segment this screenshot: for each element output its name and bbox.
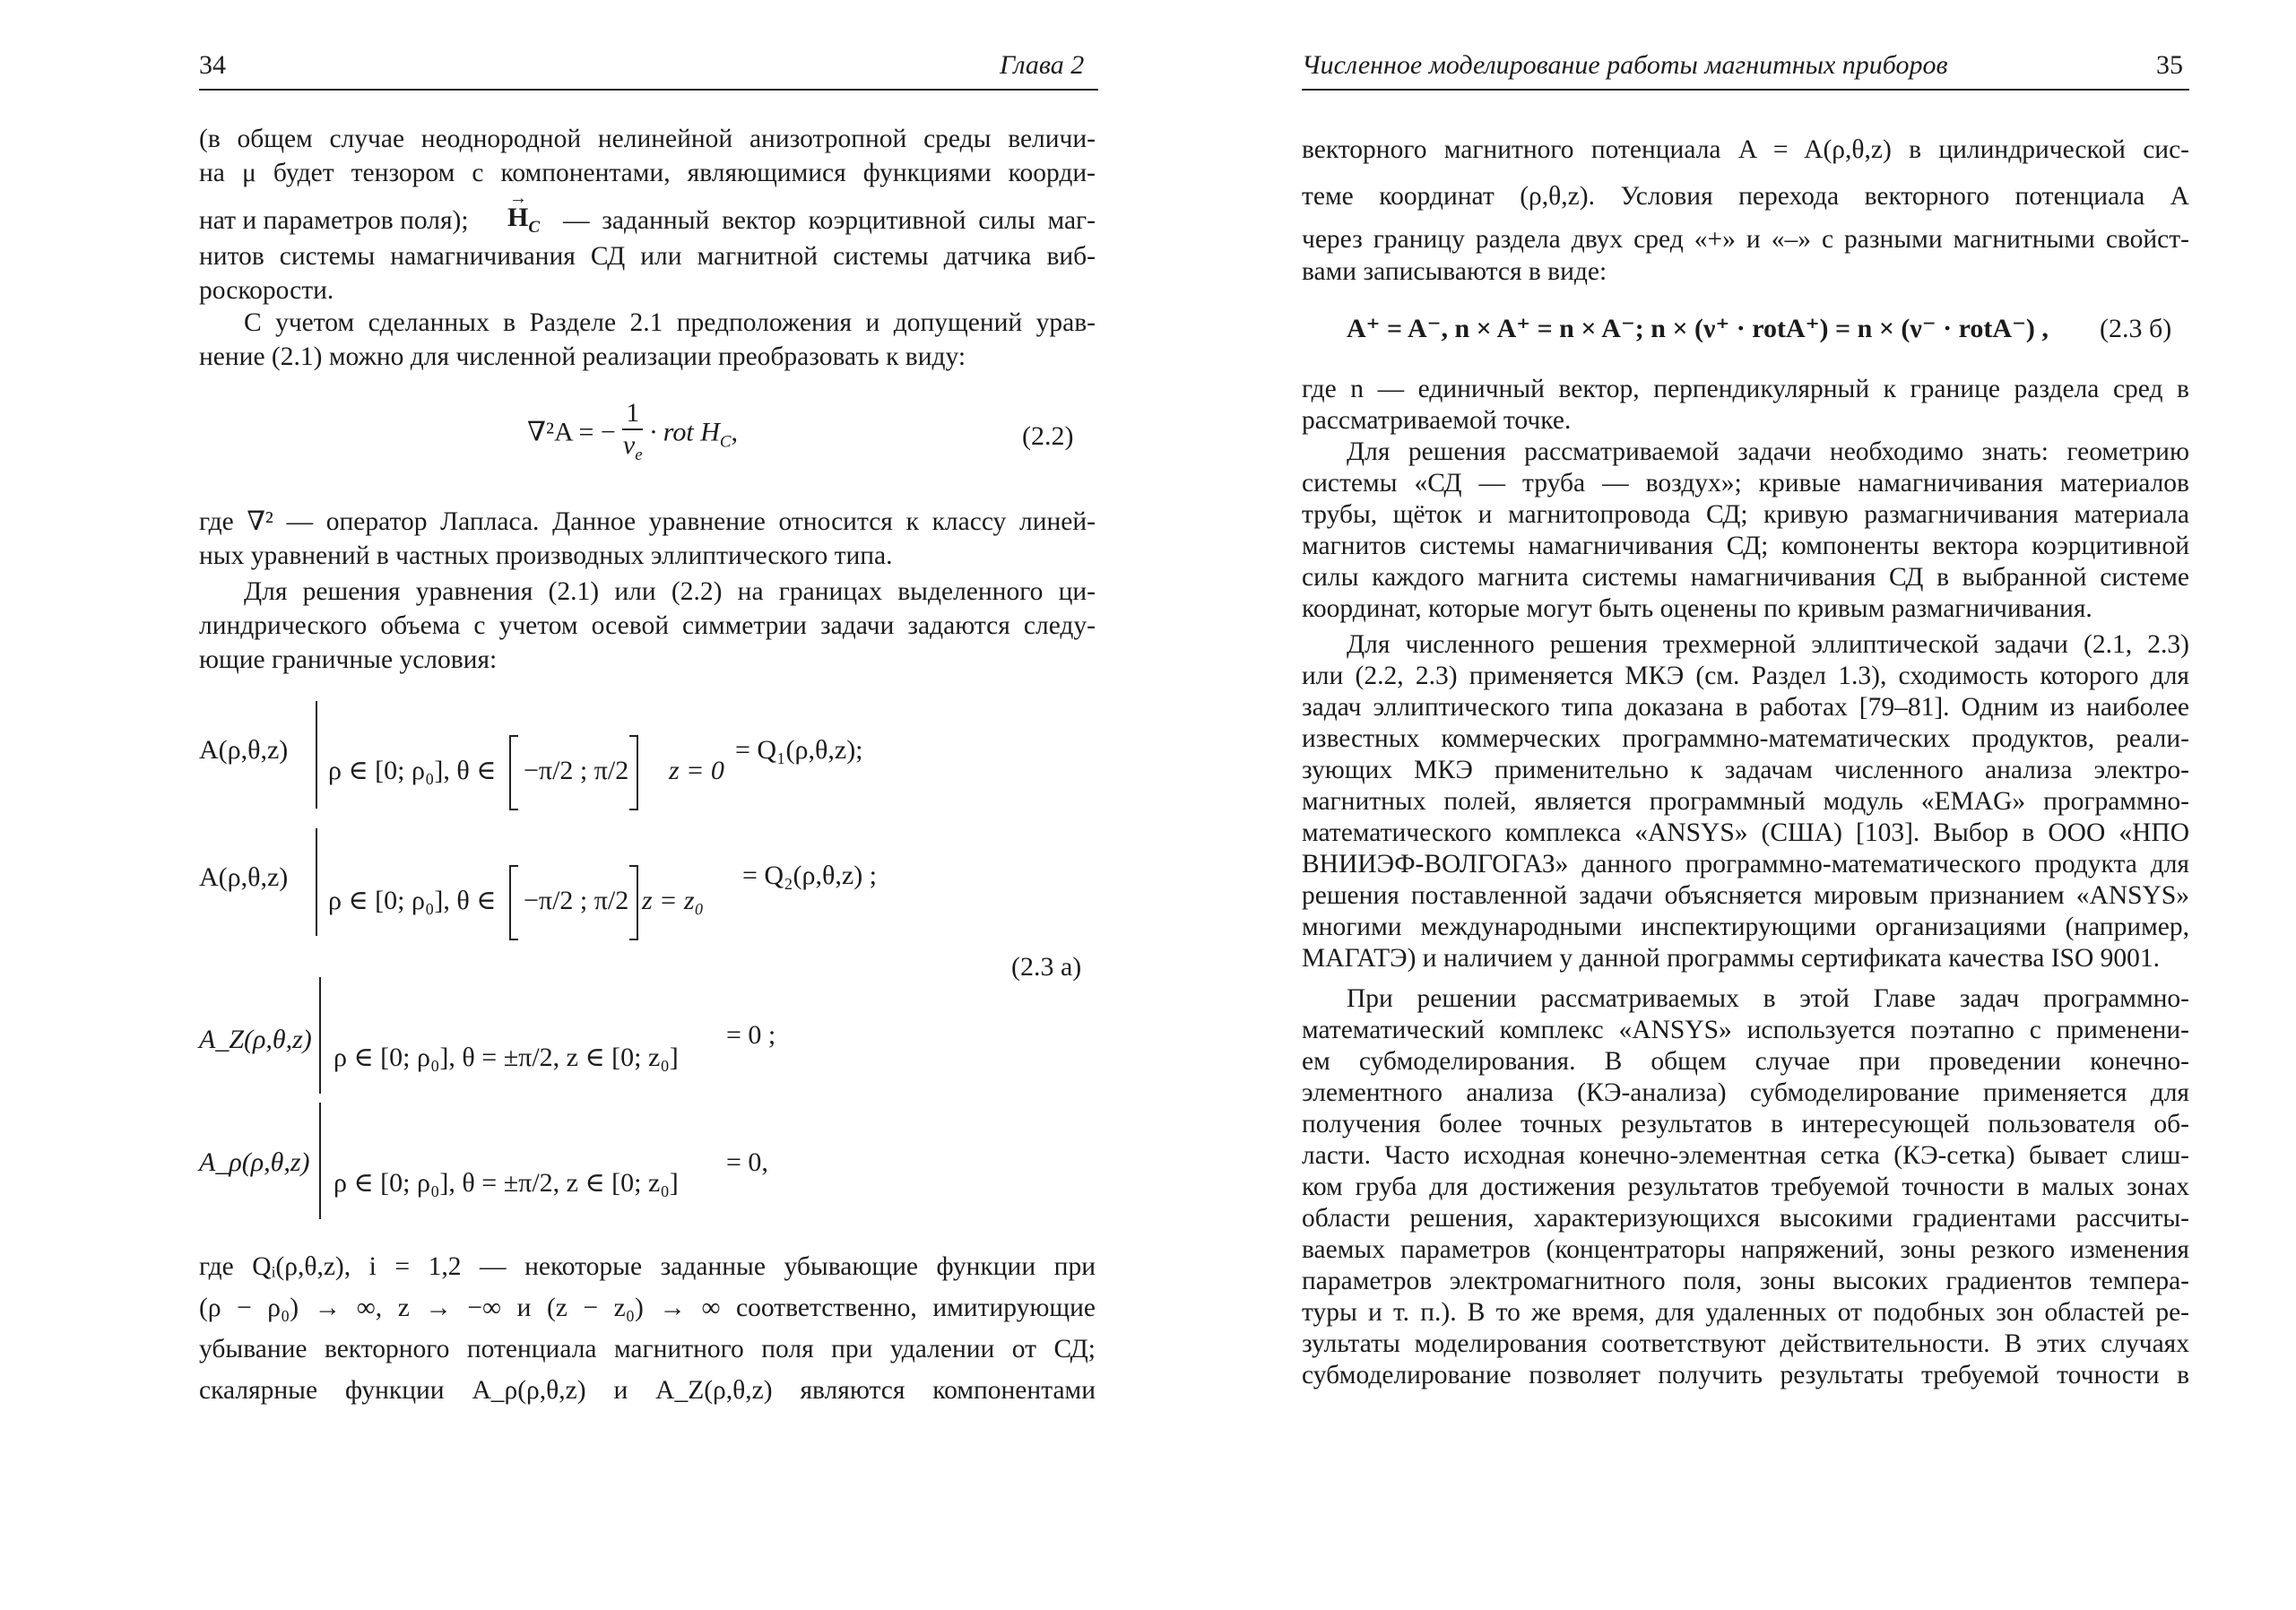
text-line: ласти. Часто исходная конечно-элементная сетка (КЭ-сетка) бывает слиш-: [1302, 1141, 2189, 1170]
text-line: где ∇² — оператор Лапласа. Данное уравнение относится к классу линей-: [199, 507, 1096, 536]
text-line: ющие граничные условия:: [199, 645, 498, 674]
text-line: туры и т. п.). В то же время, для удаленных от подобных зон областей ре-: [1302, 1298, 2189, 1327]
eq-lhs: ∇²A =: [527, 417, 594, 447]
text-line: Для численного решения трехмерной эллиптической задачи (2.1, 2.3): [1347, 630, 2189, 659]
bc-rhs-4: = 0,: [726, 1147, 768, 1177]
text-line: магнитных полей, является программный модуль «EMAG» программно-: [1302, 787, 2189, 816]
running-head-left: Глава 2: [1000, 50, 1085, 80]
text-line: линдрического объема с учетом осевой симметрии задачи задаются следу-: [199, 611, 1096, 640]
bc-z-1: z = 0: [669, 756, 724, 785]
vector-h-c: → $H_C$: [507, 203, 540, 243]
eval-bar: [316, 828, 317, 936]
text-line: параметров электромагнитного поля, зоны высоких градиентов темпера-: [1302, 1267, 2189, 1295]
text-line: задач эллиптического типа доказана в работах [79–81]. Одним из наиболее: [1302, 693, 2189, 722]
text-line: известных коммерческих программно-математических продуктов, реали-: [1302, 724, 2189, 753]
text-line: убывание векторного потенциала магнитного поля при удалении от СД;: [199, 1335, 1096, 1363]
text-line: получения более точных результатов в интересующей пользователя об-: [1302, 1110, 2189, 1138]
bc-theta-1: −π/2 ; π/2: [524, 756, 629, 785]
text-line: системы «СД — труба — воздух»; кривые намагничивания материалов: [1302, 469, 2189, 498]
right-page: [1148, 0, 2296, 1610]
text-line: зующих МКЭ применительно к задачам численного анализа электро-: [1302, 756, 2189, 784]
text-line: С учетом сделанных в Разделе 2.1 предположения и допущений урав-: [244, 308, 1096, 337]
bracket: [629, 865, 638, 940]
bc-cond-1: ρ ∈ [0; ρ₀], θ ∈: [328, 756, 497, 785]
bc-rhs-2: = Q₂(ρ,θ,z) ;: [742, 861, 878, 890]
text-line: или (2.2, 2.3) применяется МКЭ (см. Раздел 1.3), сходимость которого для: [1302, 662, 2189, 690]
bracket: [629, 735, 638, 810]
text-line: силы каждого магнита системы намагничивания СД в выбранной системе: [1302, 563, 2189, 592]
text-line: рассматриваемой точке.: [1302, 406, 1572, 435]
bracket: [509, 735, 518, 810]
text-line: на μ будет тензором с компонентами, являющимися функциями коорди-: [199, 159, 1096, 187]
eval-bar: [316, 701, 317, 809]
bc-cond-3: ρ ∈ [0; ρ₀], θ = ±π/2, z ∈ [0; z₀]: [334, 1043, 679, 1072]
text-line: При решении рассматриваемых в этой Главе задач программно-: [1347, 984, 2189, 1013]
bc-lhs-1: A(ρ,θ,z): [199, 735, 289, 765]
equation-2-3b: A⁺ = A⁻, n × A⁺ = n × A⁻; n × (ν⁺ · rotA⁺) = n × (ν⁻ · rotA⁻) ,: [1347, 314, 2049, 343]
text-line: ВНИИЭФ-ВОЛГОГАЗ» данного программно-математического продукта для: [1302, 850, 2189, 879]
text-line: элементного анализа (КЭ-анализа) субмоделирование применяется для: [1302, 1078, 2189, 1107]
page-number-left: 34: [199, 50, 226, 80]
equation-2-2: ∇²A = − $\frac{1}{\nu_e}$ · rot $H_C$,: [527, 398, 738, 471]
text-line: ем субмоделирования. В общем случае при проведении конечно-: [1302, 1047, 2189, 1076]
text-line: субмоделирование позволяет получить результаты требуемой точности в: [1302, 1361, 2189, 1389]
bc-rhs-1: = Q₁(ρ,θ,z);: [735, 735, 863, 765]
bc-cond-4: ρ ∈ [0; ρ₀], θ = ±π/2, z ∈ [0; z₀]: [334, 1168, 679, 1198]
bc-lhs-4: A_ρ(ρ,θ,z): [199, 1147, 310, 1177]
text-line: ком груба для достижения результатов требуемой точности в малых зонах: [1302, 1173, 2189, 1201]
text-line: многими международными инспектирующими организациями (например,: [1302, 913, 2189, 941]
bc-z-2: z = z₀: [642, 886, 705, 915]
text-line: где n — единичный вектор, перпендикулярный к границе раздела сред в: [1302, 375, 2189, 403]
text-line: роскорости.: [199, 276, 334, 305]
text-line: магнитов системы намагничивания СД; компоненты вектора коэрцитивной: [1302, 532, 2189, 560]
bc-cond-2: ρ ∈ [0; ρ₀], θ ∈: [328, 886, 497, 915]
text-line: координат, которые могут быть оценены по кривым размагничивания.: [1302, 594, 2092, 623]
text-line: Для решения рассматриваемой задачи необходимо знать: геометрию: [1347, 437, 2189, 466]
page-number-right: 35: [2156, 50, 2183, 80]
text-line: (ρ − ρ₀) → ∞, z → −∞ и (z − z₀) → ∞ соответственно, имитирующие: [199, 1294, 1096, 1322]
text-line: нитов системы намагничивания СД или магнитной системы датчика виб-: [199, 242, 1096, 271]
eval-bar: [319, 1103, 321, 1219]
text-line: зультаты моделирования соответствуют действительности. В этих случаях: [1302, 1329, 2189, 1358]
text-line: через границу раздела двух сред «+» и «–» с разными магнитными свойст-: [1302, 225, 2189, 254]
text-line: теме координат (ρ,θ,z). Условия перехода векторного потенциала A: [1302, 182, 2189, 211]
text-line: нение (2.1) можно для численной реализации преобразовать к виду:: [199, 342, 966, 371]
text-line: трубы, щёток и магнитопровода СД; кривую размагничивания материала: [1302, 500, 2189, 529]
text-line: ных уравнений в частных производных эллиптического типа.: [199, 541, 893, 570]
text-line: векторного магнитного потенциала A = A(ρ,θ,z) в цилиндрической сис-: [1302, 135, 2189, 164]
text-line: скалярные функции A_ρ(ρ,θ,z) и A_Z(ρ,θ,z) являются компонентами: [199, 1376, 1096, 1405]
text-line: ваемых параметров (концентраторы напряжений, зоны резкого изменения: [1302, 1235, 2189, 1264]
text-line: (в общем случае неоднородной нелинейной анизотропной среды величи-: [199, 125, 1096, 153]
bc-lhs-2: A(ρ,θ,z): [199, 862, 289, 892]
text-line: математического комплекса «ANSYS» (США) [103]. Выбор в ООО «НПО: [1302, 818, 2189, 847]
bc-theta-2: −π/2 ; π/2: [524, 886, 629, 915]
header-rule-right: [1302, 89, 2189, 91]
text-line: Для решения уравнения (2.1) или (2.2) на границах выделенного ци-: [244, 577, 1096, 606]
header-rule-left: [199, 89, 1098, 91]
bracket: [509, 865, 518, 940]
text-line: математический комплекс «ANSYS» используется поэтапно с применени-: [1302, 1016, 2189, 1044]
equation-label-2-2: (2.2): [1022, 421, 1074, 451]
text-line: вами записываются в виде:: [1302, 257, 1607, 286]
text-line: области решения, характеризующихся высокими градиентами рассчиты-: [1302, 1204, 2189, 1233]
running-head-right: Численное моделирование работы магнитных приборов: [1302, 50, 1948, 80]
fraction: $\frac{1}{\nu_e}$: [622, 398, 643, 464]
text-line: нат и параметров поля);: [199, 206, 469, 235]
text-line: решения поставленной задачи объясняется мировым признанием «ANSYS»: [1302, 881, 2189, 910]
bc-rhs-3: = 0 ;: [726, 1020, 776, 1050]
eval-bar: [319, 977, 321, 1094]
bc-lhs-3: A_Z(ρ,θ,z): [199, 1025, 312, 1054]
text-line: — заданный вектор коэрцитивной силы маг-: [563, 206, 1096, 235]
equation-label-2-3b: (2.3 б): [2100, 314, 2172, 343]
text-line: МАГАТЭ) и наличием у данной программы сертификата качества ISO 9001.: [1302, 944, 2160, 973]
text-line: где Qᵢ(ρ,θ,z), i = 1,2 — некоторые заданные убывающие функции при: [199, 1252, 1096, 1281]
equation-label-2-3a: (2.3 а): [1011, 952, 1082, 982]
